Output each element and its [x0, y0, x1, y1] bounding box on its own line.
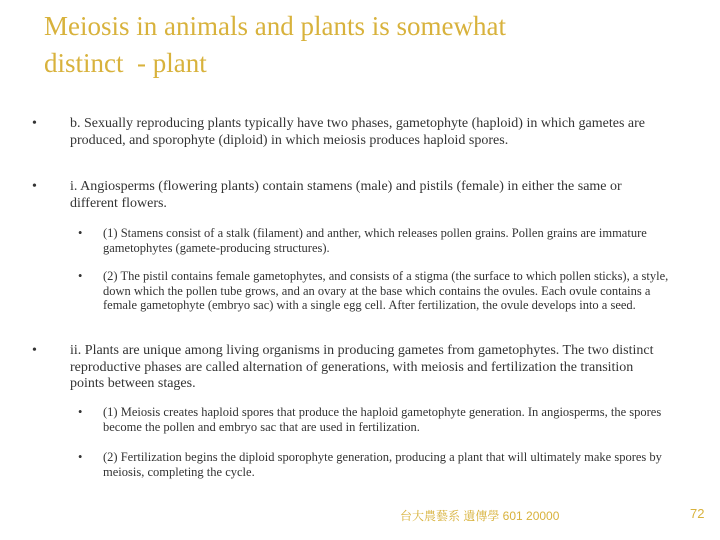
bullet-text: b. Sexually reproducing plants typically have two phases, gametophyte (haploid) in which gametes are produced, and sporophyte (diploid) in which meiosis produces haploid spores. — [70, 116, 646, 148]
slide-footer: 台大農藝系 遺傳學 601 20000 — [400, 509, 560, 523]
bullet-text: ii. Plants are unique among living organisms in producing gametes from gametophytes. The two distinct reproductive phases are called alternation of generations, with meiosis and fertilization the transition points between stages. — [70, 343, 654, 391]
slide-title: Meiosis in animals and plants is somewhat distinct - plant — [44, 11, 506, 78]
bullet-text: (1) Meiosis creates haploid spores that produce the haploid gametophyte generation. In angiosperms, the spores become the pollen and embryo sac that are used in fertilization. — [103, 405, 662, 434]
page-number: 72 — [690, 506, 705, 521]
bullet-text: (1) Stamens consist of a stalk (filament) and anther, which releases pollen grains. Pollen grains are immature gametophytes (gamete-producing structures). — [103, 226, 647, 255]
bullet-icon: • — [32, 116, 37, 131]
bullet-text: (2) Fertilization begins the diploid sporophyte generation, producing a plant that will ultimately make spores by meiosis, completing the cycle. — [103, 450, 662, 479]
bullet-icon: • — [78, 269, 83, 283]
bullet-icon: • — [78, 450, 83, 464]
bullet-icon: • — [78, 226, 83, 240]
bullet-text: i. Angiosperms (flowering plants) contain stamens (male) and pistils (female) in either the same or different flowers. — [70, 179, 622, 211]
bullet-icon: • — [78, 405, 83, 419]
bullet-text: (2) The pistil contains female gametophytes, and consists of a stigma (the surface to which pollen sticks), a style, down which the pollen tube grows, and an ovary at the base which contains the ovules. Each ovule contains a female gametophyte (embryo sac) with a single egg cell. After fertilization, the ovule develops into a seed. — [103, 269, 669, 312]
bullet-icon: • — [32, 343, 37, 358]
bullet-icon: • — [32, 179, 37, 194]
